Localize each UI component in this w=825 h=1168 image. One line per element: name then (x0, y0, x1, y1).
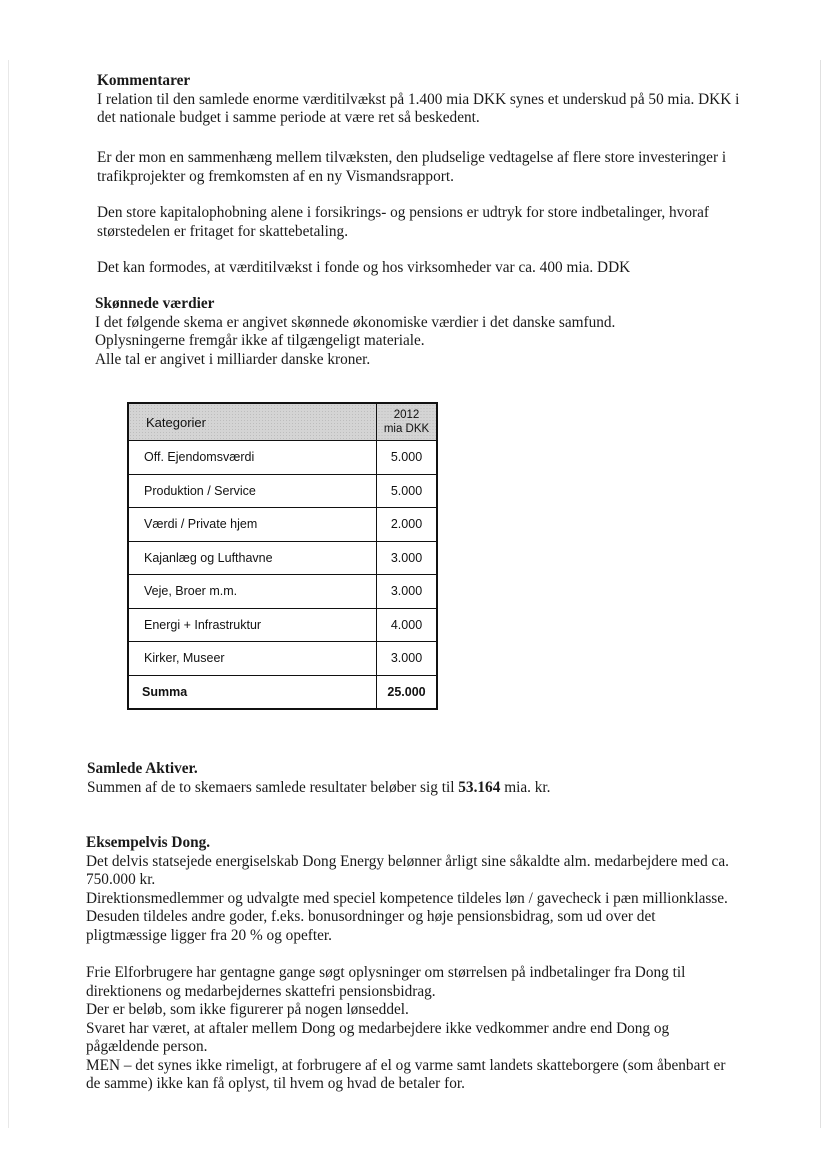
row-value: 3.000 (377, 642, 438, 676)
header-year: 2012 (393, 409, 420, 421)
samlede-text (87, 779, 551, 798)
table-row (128, 474, 437, 508)
dong-p2-line: Svaret har været, at aftaler mellem Dong og medarbejdere ikke vedkommer andre end Dong og (86, 1019, 670, 1037)
kommentarer-p3-line: Den store kapitalophobning alene i forsikrings- og pensions er udtryk for store indbetalinger, hvoraf (97, 204, 709, 221)
dong-p2-line: Der er beløb, som ikke figurerer på nogen lønseddel. (86, 1001, 409, 1018)
kommentarer-p2-line: Er der mon en sammenhæng mellem tilvæksten, den pludselige vedtagelse af flere store investeringer i (97, 149, 727, 166)
samlede-text-after: mia. kr. (504, 778, 551, 796)
kommentarer-p2 (97, 149, 726, 186)
row-category: Energi + Infrastruktur (128, 608, 377, 642)
row-value: 3.000 (377, 541, 438, 575)
table-row (128, 575, 437, 609)
row-category: Veje, Broer m.m. (128, 575, 377, 609)
row-value: 3.000 (377, 575, 438, 609)
dong-p2 (86, 964, 725, 1094)
dong-p1-line: Direktionsmedlemmer og udvalgte med speciel kompetence tildeles løn / gavecheck i pæn millionklasse. (86, 889, 728, 907)
values-table (127, 402, 438, 710)
table-row (128, 608, 437, 642)
table-sum-row (128, 675, 437, 709)
samlede-section (87, 760, 551, 797)
sum-value: 25.000 (377, 675, 438, 709)
kommentarer-p4 (97, 259, 630, 278)
samlede-amount: 53.164 (458, 778, 501, 796)
dong-p1-line: Det delvis statsejede energiselskab Dong Energy belønner årligt sine såkaldte alm. medarbejdere med ca. (86, 852, 729, 870)
skonnede-line: I det følgende skema er angivet skønnede økonomiske værdier i det danske samfund. (95, 313, 616, 331)
header-category: Kategorier (128, 403, 377, 441)
kommentarer-p4-line: Det kan formodes, at værditilvækst i fonde og hos virksomheder var ca. 400 mia. DDK (97, 259, 631, 276)
kommentarer-p1-line: I relation til den samlede enorme værditilvækst på 1.400 mia DKK synes et underskud på 50 mia. DKK i (97, 90, 740, 108)
kommentarer-p3-line: størstedelen er fritaget for skattebetaling. (97, 222, 349, 240)
skonnede-line: Alle tal er angivet i milliarder danske kroner. (95, 350, 371, 368)
scan-edge-right (820, 60, 821, 1128)
header-year-unit (377, 403, 438, 441)
dong-p1-line: 750.000 kr. (86, 871, 156, 888)
scan-edge-left (8, 60, 9, 1128)
row-category: Off. Ejendomsværdi (128, 441, 377, 475)
row-value: 4.000 (377, 608, 438, 642)
dong-heading: Eksempelvis Dong. (86, 834, 211, 851)
samlede-text-before: Summen af de to skemaers samlede resultater beløber sig til (87, 778, 455, 796)
row-value: 2.000 (377, 508, 438, 542)
row-category: Kajanlæg og Lufthavne (128, 541, 377, 575)
dong-p1-line: pligtmæssige ligger fra 20 % og opefter. (86, 926, 332, 944)
dong-p1-line: Desuden tildeles andre goder, f.eks. bonusordninger og høje pensionsbidrag, som ud over det (86, 908, 656, 925)
skonnede-line: Oplysningerne fremgår ikke af tilgængeligt materiale. (95, 332, 425, 349)
kommentarer-p2-line: trafikprojekter og fremkomsten af en ny Vismandsrapport. (97, 167, 454, 185)
sum-label: Summa (128, 675, 377, 709)
table-row (128, 541, 437, 575)
row-value: 5.000 (377, 474, 438, 508)
header-unit: mia DKK (383, 423, 430, 435)
kommentarer-p1-line: det nationale budget i samme periode at være ret så beskedent. (97, 109, 480, 126)
row-category: Produktion / Service (128, 474, 377, 508)
kommentarer-heading: Kommentarer (97, 72, 191, 89)
kommentarer-p3 (97, 204, 709, 241)
row-category: Kirker, Museer (128, 642, 377, 676)
row-value: 5.000 (377, 441, 438, 475)
kommentarer-section (97, 72, 739, 128)
table-header-row (128, 403, 437, 441)
dong-p2-line: de samme) ikke kan få oplyst, til hvem og hvad de betaler for. (86, 1075, 465, 1092)
dong-p2-line: pågældende person. (86, 1038, 208, 1055)
dong-p2-line: MEN – det synes ikke rimeligt, at forbrugere af el og varme samt landets skatteborgere (som åbenbart er (86, 1056, 726, 1074)
table-row (128, 441, 437, 475)
dong-p2-line: direktionens og medarbejdernes skattefri pensionsbidrag. (86, 982, 436, 1000)
skonnede-heading: Skønnede værdier (95, 295, 215, 312)
skonnede-section (95, 295, 615, 369)
table-row (128, 508, 437, 542)
table-row (128, 642, 437, 676)
row-category: Værdi / Private hjem (128, 508, 377, 542)
dong-p2-line: Frie Elforbrugere har gentagne gange søgt oplysninger om størrelsen på indbetalinger fra Dong til (86, 964, 686, 981)
samlede-heading: Samlede Aktiver. (87, 760, 198, 777)
dong-section (86, 834, 729, 945)
